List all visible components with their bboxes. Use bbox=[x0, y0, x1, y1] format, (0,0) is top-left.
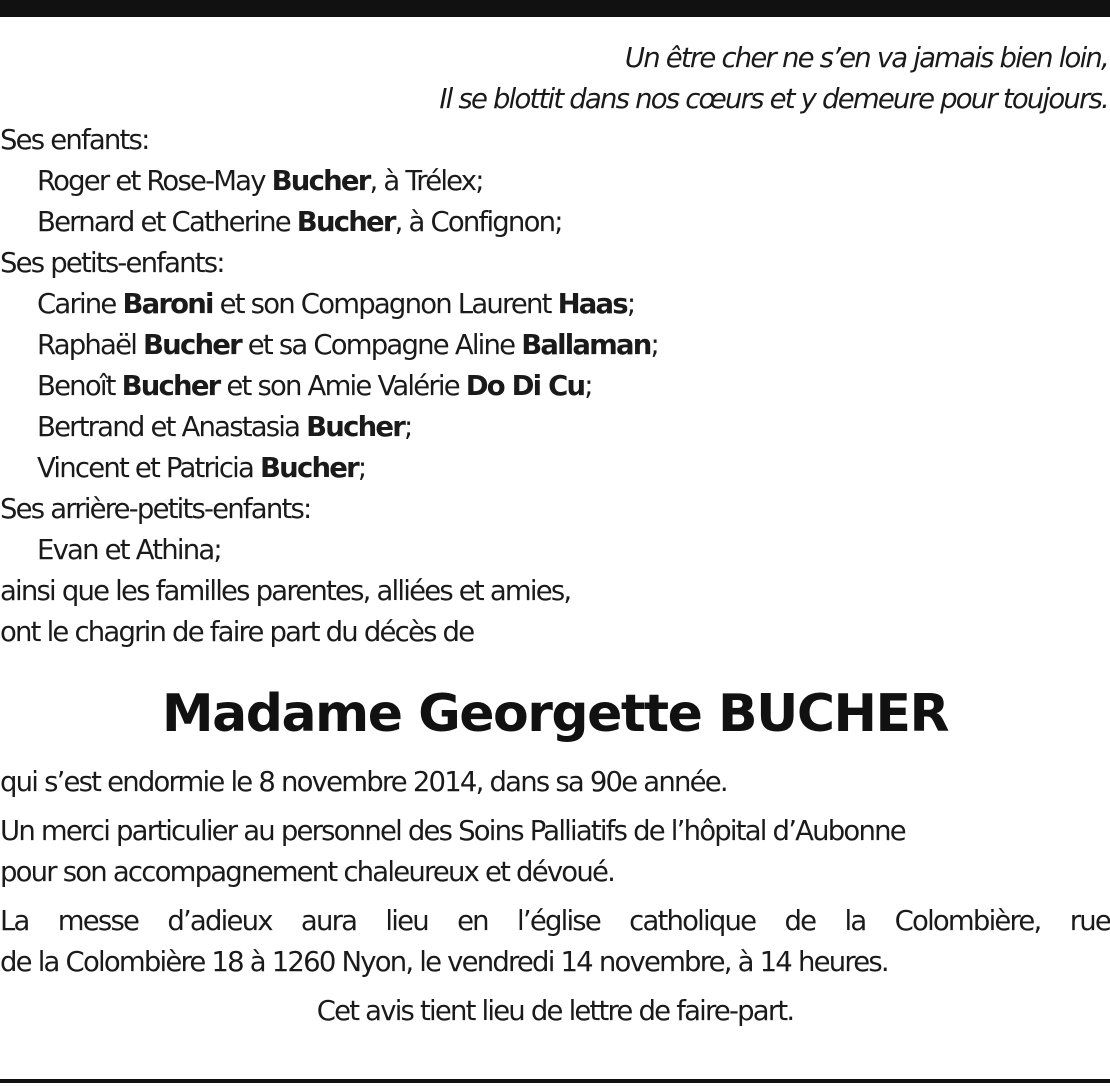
grandchild-surname: Bucher bbox=[260, 452, 358, 484]
entry-punctuation: ; bbox=[584, 370, 592, 402]
mass-line-1: La messe d’adieux aura lieu en l’église catholique de la Colombière, rue bbox=[0, 905, 1110, 937]
entry-punctuation: ; bbox=[357, 452, 366, 484]
child-entry bbox=[0, 202, 1110, 243]
bottom-border-rule bbox=[0, 1079, 1110, 1083]
child-surname: Bucher bbox=[296, 206, 395, 238]
closing-line: Cet avis tient lieu de lettre de faire-part. bbox=[316, 995, 794, 1027]
partner-text: et sa Compagne Aline bbox=[240, 329, 522, 361]
thanks-line-2: pour son accompagnement chaleureux et dévoué. bbox=[0, 856, 615, 888]
partner-surname: Ballaman bbox=[521, 329, 651, 361]
grandchild-entry bbox=[0, 407, 1110, 448]
mass-line-2: de la Colombière 18 à 1260 Nyon, le vendredi 14 novembre, à 14 heures. bbox=[0, 946, 888, 978]
grandchild-surname: Bucher bbox=[143, 329, 241, 361]
top-border-rule bbox=[0, 0, 1110, 17]
grandchild-given-name: Raphaël bbox=[37, 329, 143, 361]
partner-text: et son Amie Valérie bbox=[219, 370, 466, 402]
death-date-line: qui s’est endormie le 8 novembre 2014, dans sa 90e année. bbox=[0, 766, 727, 798]
entry-punctuation: ; bbox=[650, 329, 658, 361]
great-grandchild-entry: Evan et Athina; bbox=[37, 534, 221, 566]
children-section bbox=[0, 120, 1110, 243]
grandchild-entry bbox=[0, 284, 1110, 325]
grandchild-given-name: Benoît bbox=[37, 370, 122, 402]
deceased-name: Madame Georgette BUCHER bbox=[161, 684, 949, 744]
great-grandchildren-heading: Ses arrière-petits-enfants: bbox=[0, 493, 311, 525]
entry-punctuation: ; bbox=[403, 411, 412, 443]
epigraph-line-1: Un être cher ne s’en va jamais bien loin, bbox=[624, 42, 1108, 74]
thanks-paragraph bbox=[0, 811, 1110, 893]
entry-punctuation: ; bbox=[626, 288, 635, 320]
epigraph-line-2: Il se blottit dans nos cœurs et y demeure pour toujours. bbox=[439, 83, 1108, 115]
partner-surname: Haas bbox=[557, 288, 627, 320]
grandchild-given-name: Carine bbox=[37, 288, 123, 320]
grandchildren-section bbox=[0, 243, 1110, 489]
grandchild-entry bbox=[0, 366, 1110, 407]
grandchild-entry bbox=[0, 325, 1110, 366]
epigraph bbox=[0, 38, 1110, 120]
child-entry bbox=[0, 161, 1110, 202]
grandchildren-heading: Ses petits-enfants: bbox=[0, 247, 224, 279]
funeral-mass-paragraph bbox=[0, 901, 1110, 983]
grandchild-surname: Bucher bbox=[306, 411, 404, 443]
grandchild-entry bbox=[0, 448, 1110, 489]
great-grandchildren-section bbox=[0, 489, 1110, 571]
child-place: , à Confignon; bbox=[394, 206, 562, 238]
grandchild-given-name: Bertrand et Anastasia bbox=[37, 411, 307, 443]
partner-surname: Do Di Cu bbox=[465, 370, 585, 402]
grandchild-surname: Baroni bbox=[122, 288, 213, 320]
grandchild-given-name: Vincent et Patricia bbox=[37, 452, 260, 484]
notice-body bbox=[0, 38, 1110, 1032]
child-given-names: Roger et Rose-May bbox=[37, 165, 272, 197]
thanks-line-1: Un merci particulier au personnel des Soins Palliatifs de l’hôpital d’Aubonne bbox=[0, 815, 905, 847]
child-place: , à Trélex; bbox=[369, 165, 483, 197]
families-line: ainsi que les familles parentes, alliées et amies, bbox=[0, 575, 571, 607]
partner-text: et son Compagnon Laurent bbox=[212, 288, 558, 320]
child-given-names: Bernard et Catherine bbox=[37, 206, 297, 238]
child-surname: Bucher bbox=[271, 165, 370, 197]
grandchild-surname: Bucher bbox=[121, 370, 220, 402]
children-heading: Ses enfants: bbox=[0, 124, 149, 156]
announcement-line: ont le chagrin de faire part du décès de bbox=[0, 616, 474, 648]
